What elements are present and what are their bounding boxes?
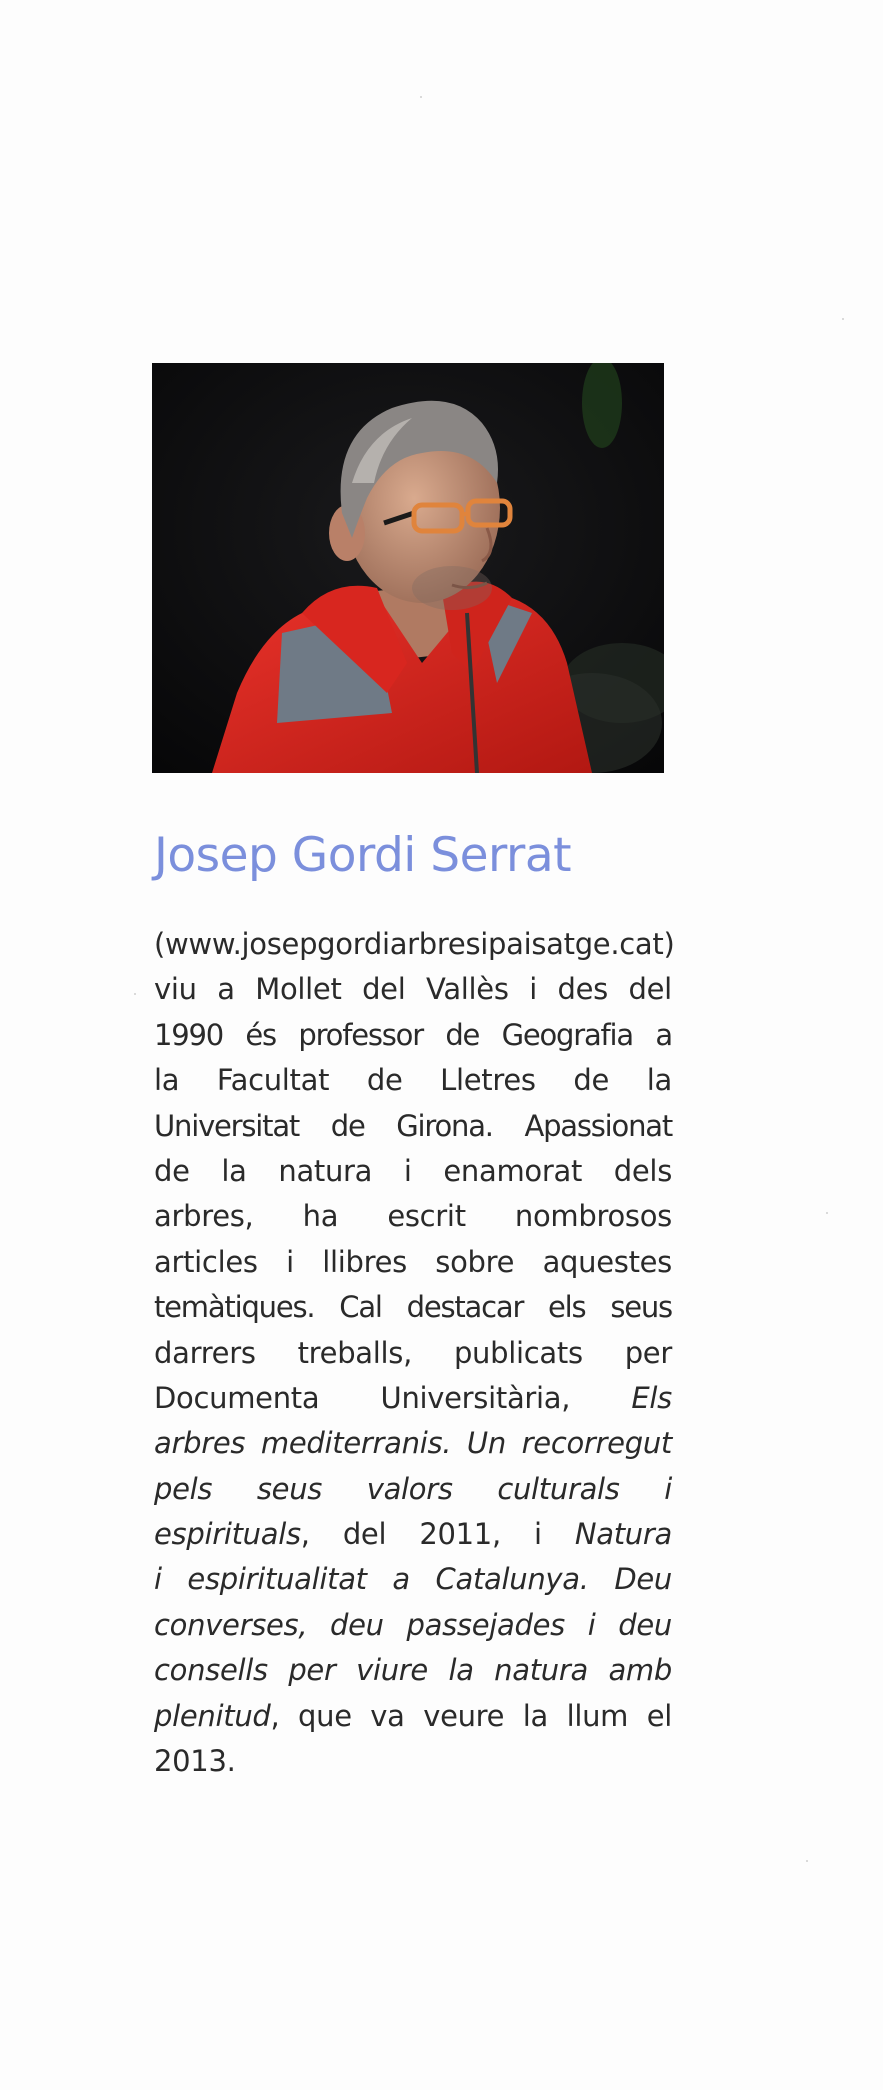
bio-word: de: [330, 1108, 365, 1143]
bio-line: [154, 1104, 672, 1149]
author-photo: [152, 363, 664, 773]
bio-word: i: [154, 1562, 162, 1597]
bio-word: Catalunya.: [435, 1562, 589, 1597]
bio-word: valors: [366, 1471, 453, 1506]
bio-word: arbres,: [154, 1199, 254, 1234]
bio-line: [154, 1194, 672, 1239]
bio-word: publicats: [453, 1335, 583, 1370]
paper-speck: [826, 1212, 828, 1214]
bio-word: i: [529, 972, 537, 1007]
bio-word: la: [221, 1153, 247, 1188]
bio-word: de: [366, 1063, 403, 1098]
bio-word: de: [154, 1153, 190, 1188]
bio-word: del: [628, 972, 672, 1007]
bio-word: escrit: [387, 1199, 466, 1234]
bio-word: Universitat: [154, 1108, 300, 1143]
bio-line: [154, 1285, 672, 1330]
author-biography: [154, 922, 675, 1784]
bio-line: [154, 1331, 672, 1376]
paper-speck: [420, 96, 422, 98]
bio-word: articles: [154, 1244, 258, 1279]
bio-word: darrers: [154, 1335, 256, 1370]
bio-word: Lletres: [440, 1063, 536, 1098]
bio-word: Apassionat: [524, 1108, 672, 1143]
bio-word: sobre: [435, 1244, 515, 1279]
bio-line: [154, 967, 672, 1012]
bio-word: i: [664, 1471, 672, 1506]
bio-word: i: [286, 1244, 294, 1279]
bio-word: Universitària,: [380, 1380, 571, 1415]
bio-word: de: [573, 1063, 610, 1098]
bio-word: la: [646, 1063, 672, 1098]
bio-word: recorregut: [521, 1426, 672, 1461]
bio-word: de: [445, 1017, 480, 1052]
bio-word: Els: [631, 1380, 672, 1415]
bio-word: 1990: [154, 1017, 224, 1052]
bio-word: viu: [154, 972, 197, 1007]
bio-word: Mollet: [255, 972, 342, 1007]
bio-word: la: [448, 1653, 474, 1688]
bio-word: arbres: [154, 1426, 246, 1461]
bio-word: llum: [566, 1698, 629, 1733]
bio-word: destacar: [406, 1290, 524, 1325]
bio-word: la: [154, 1063, 180, 1098]
bio-word: els: [548, 1290, 586, 1325]
bio-word: temàtiques.: [154, 1290, 315, 1325]
bio-word: per: [624, 1335, 672, 1370]
bio-word: del: [362, 972, 406, 1007]
bio-word: natura: [278, 1153, 373, 1188]
bio-word: culturals: [497, 1471, 620, 1506]
bio-word: veure: [423, 1698, 505, 1733]
bio-word: a: [392, 1562, 410, 1597]
bio-word: dels: [613, 1153, 672, 1188]
bio-word: ha: [302, 1199, 339, 1234]
bio-word: per: [288, 1653, 336, 1688]
bio-word: deu: [330, 1607, 384, 1642]
bio-word: aquestes: [542, 1244, 672, 1279]
bio-word: natura: [494, 1653, 588, 1688]
bio-word: la: [522, 1698, 549, 1733]
bio-line: [154, 1557, 672, 1602]
bio-word: 2013.: [154, 1744, 236, 1779]
bio-line: [154, 1467, 672, 1512]
bio-word: converses,: [154, 1607, 308, 1642]
bio-word: Deu: [614, 1562, 672, 1597]
bio-word: i: [403, 1153, 412, 1188]
bio-word-group: [154, 1512, 310, 1557]
bio-word: va: [370, 1698, 405, 1733]
bio-word: el: [646, 1698, 672, 1733]
bio-word: Natura: [574, 1517, 672, 1552]
bio-line: [154, 1739, 672, 1784]
bio-word: Un: [466, 1426, 506, 1461]
bio-line: [154, 1013, 672, 1058]
bio-word: espirituals: [154, 1517, 301, 1552]
bio-word: 2011,: [419, 1517, 501, 1552]
bio-word: Geografia: [501, 1017, 633, 1052]
bio-word: professor: [298, 1017, 423, 1052]
bio-word: Documenta: [154, 1380, 320, 1415]
bio-word: és: [245, 1017, 276, 1052]
bio-word: enamorat: [443, 1153, 583, 1188]
bio-line: [154, 1603, 672, 1648]
bio-word: viure: [356, 1653, 428, 1688]
bio-word: nombrosos: [514, 1199, 672, 1234]
paper-speck: [842, 318, 844, 320]
bio-word: treballs,: [297, 1335, 413, 1370]
bio-word: des: [557, 972, 608, 1007]
bio-line: [154, 922, 675, 967]
bio-word: passejades: [406, 1607, 565, 1642]
bio-word: pels: [154, 1471, 213, 1506]
bio-word: plenitud: [154, 1698, 271, 1733]
bio-word: Cal: [339, 1290, 382, 1325]
author-name: Josep Gordi Serrat: [154, 828, 572, 883]
bio-word: Girona.: [396, 1108, 493, 1143]
bio-line: [154, 1149, 672, 1194]
bio-word: (www.josepgordiarbresipaisatge.cat): [154, 927, 675, 961]
bio-word: Vallès: [426, 972, 509, 1007]
bio-word: deu: [618, 1607, 672, 1642]
bio-line: [154, 1240, 672, 1285]
bio-line: [154, 1058, 672, 1103]
bio-word: amb: [608, 1653, 672, 1688]
paper-speck: [134, 993, 136, 995]
bio-word: mediterranis.: [260, 1426, 452, 1461]
bio-word: seus: [256, 1471, 323, 1506]
bio-word: a: [655, 1017, 672, 1052]
bio-word: i: [587, 1607, 596, 1642]
bio-word: que: [298, 1698, 352, 1733]
bio-word: ,: [300, 1517, 310, 1552]
bio-word: espiritualitat: [187, 1562, 367, 1597]
bio-line: [154, 1648, 672, 1693]
bio-word: Facultat: [216, 1063, 330, 1098]
bio-word: del: [342, 1517, 387, 1552]
bio-word: i: [534, 1517, 542, 1552]
portrait-illustration: [152, 363, 664, 773]
bio-word: ,: [270, 1698, 280, 1733]
bio-line: [154, 1512, 672, 1557]
bio-line: [154, 1376, 672, 1421]
bio-word: llibres: [322, 1244, 407, 1279]
paper-speck: [806, 1860, 808, 1862]
bio-word-group: [154, 1694, 279, 1739]
bio-line: [154, 1694, 672, 1739]
bio-word: seus: [610, 1290, 672, 1325]
bio-line: [154, 1421, 672, 1466]
bio-word: consells: [154, 1653, 268, 1688]
bio-word: a: [217, 972, 235, 1007]
